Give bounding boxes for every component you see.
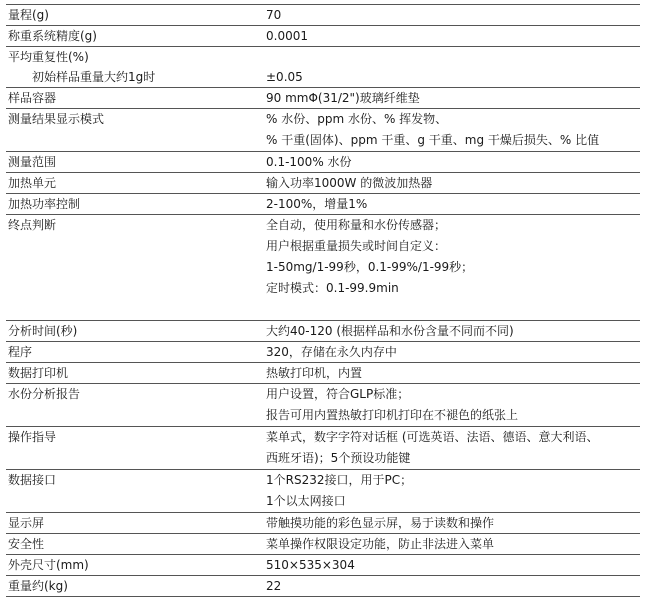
spec-value-line: 全自动，使用称量和水份传感器； [266,218,447,232]
spec-value-line: 1个以太网接口 [266,494,346,508]
spec-row [6,363,640,384]
spec-value-line [266,47,640,67]
spec-value-line: 90 mmΦ(31/2")玻璃纤维垫 [266,91,420,105]
spec-value-line: 320，存储在永久内存中 [266,345,397,359]
spec-value [266,513,640,533]
spec-label: 操作指导 [8,430,57,444]
spec-label: 量程(g) [8,8,49,22]
spec-value [266,576,640,596]
spec-value [266,215,640,320]
spec-label: 重量约(kg) [8,579,68,593]
spec-table [6,4,640,597]
spec-label: 终点判断 [8,218,57,232]
spec-label: 加热功率控制 [8,197,81,211]
spec-value-line: 70 [266,8,282,22]
spec-value [266,427,640,469]
spec-value-line: 菜单操作权限设定功能，防止非法进入菜单 [266,537,495,551]
spec-row [6,534,640,555]
spec-value [266,321,640,341]
spec-row [6,47,640,67]
spec-label: 加热单元 [8,176,57,190]
spec-label: 称重系统精度(g) [8,29,97,43]
spec-value [266,88,640,108]
spec-row [6,384,640,427]
spec-value [266,384,640,426]
spec-label: 显示屏 [8,516,45,530]
spec-value-line [266,299,640,320]
spec-value-line: 22 [266,579,282,593]
spec-value [266,194,640,214]
spec-value-line: 0.1-100% 水份 [266,155,352,169]
spec-value [266,534,640,554]
spec-row [6,513,640,534]
spec-value-line: % 水份、ppm 水份、% 挥发物、 [266,112,448,126]
spec-value-line: 2-100%，增量1% [266,197,368,211]
spec-value [266,26,640,46]
spec-label: 安全性 [8,537,45,551]
spec-value-line: 定时模式：0.1-99.9min [266,281,399,295]
spec-row [6,194,640,215]
spec-row [6,321,640,342]
spec-value-line: 1-50mg/1-99秒，0.1-99%/1-99秒； [266,260,474,274]
spec-value-line: % 干重(固体)、ppm 干重、g 干重、mg 干燥后损失、% 比值 [266,133,600,147]
spec-value [266,109,640,151]
spec-value-line: 报告可用内置热敏打印机打印在不褪色的纸张上 [266,408,519,422]
spec-label: 样品容器 [8,91,57,105]
spec-value-line: 菜单式，数字字符对话框 (可选英语、法语、德语、意大利语、 [266,430,599,444]
spec-row [6,67,640,88]
spec-label: 数据接口 [8,473,57,487]
spec-value-line: 510×535×304 [266,558,355,572]
spec-value [266,152,640,172]
spec-row [6,88,640,109]
spec-row [6,152,640,173]
spec-label: 水份分析报告 [8,387,81,401]
spec-row [6,109,640,152]
spec-label: 数据打印机 [8,366,69,380]
spec-row [6,555,640,576]
spec-value-line: 用户根据重量损失或时间自定义： [266,239,447,253]
spec-label: 外壳尺寸(mm) [8,558,89,572]
spec-label: 初始样品重量大约1g时 [32,70,156,84]
spec-value [266,555,640,575]
spec-value [266,470,640,512]
spec-value [266,47,640,67]
spec-value [266,342,640,362]
spec-value-line: 用户设置，符合GLP标准； [266,387,410,401]
spec-label: 平均重复性(%) [8,50,89,64]
spec-value-line: 西班牙语)；5个预设功能键 [266,451,411,465]
spec-row [6,342,640,363]
spec-label: 测量结果显示模式 [8,112,105,126]
spec-row [6,5,640,26]
spec-row [6,173,640,194]
spec-value [266,67,640,87]
spec-value-line: 0.0001 [266,29,308,43]
spec-value-line: 输入功率1000W 的微波加热器 [266,176,433,190]
spec-row [6,576,640,597]
spec-value-line: 大约40-120 (根据样品和水份含量不同而不同) [266,324,514,338]
spec-value [266,5,640,25]
spec-label: 分析时间(秒) [8,324,78,338]
spec-value-line: 带触摸功能的彩色显示屏，易于读数和操作 [266,516,495,530]
spec-row [6,215,640,321]
spec-value [266,363,640,383]
spec-row [6,427,640,470]
spec-row [6,26,640,47]
spec-value [266,173,640,193]
spec-value-line: 1个RS232接口，用于PC； [266,473,413,487]
spec-label: 测量范围 [8,155,57,169]
spec-value-line: 热敏打印机，内置 [266,366,363,380]
spec-row [6,470,640,513]
spec-value-line: ±0.05 [266,70,303,84]
spec-label: 程序 [8,345,33,359]
